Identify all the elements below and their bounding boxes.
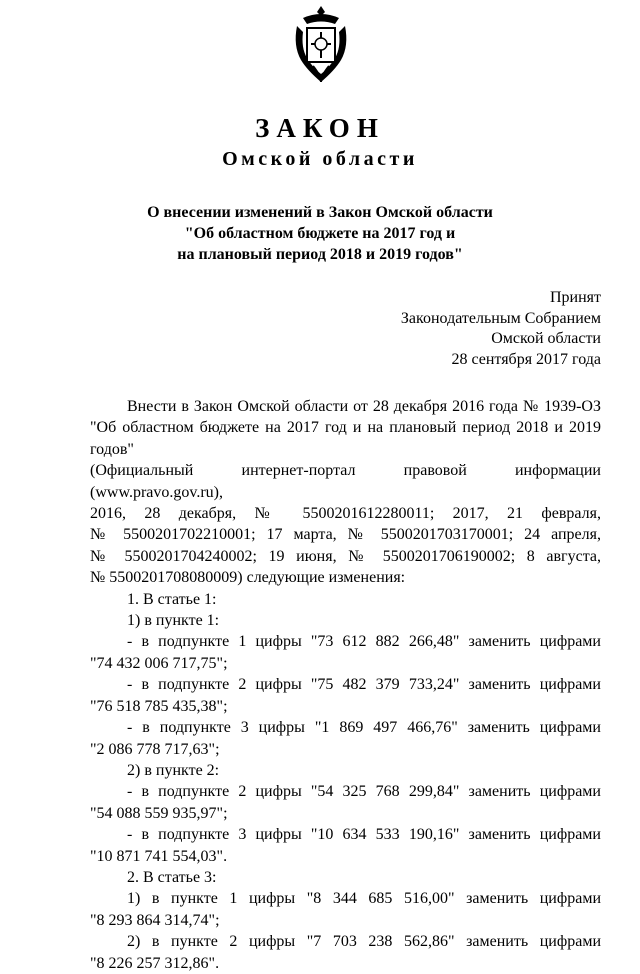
body-line: Внести в Закон Омской области от 28 декабря 2016 года № 1939-ОЗ: [127, 398, 601, 415]
body-line: 1. В статье 1:: [127, 590, 217, 608]
region-heading: Омской области: [222, 148, 418, 170]
adoption-block: [401, 288, 601, 370]
body-line: 1) в пункте 1 цифры "8 344 685 516,00" заменить цифрами: [127, 890, 601, 908]
body-line: (Официальный интернет-портал правовой информации (www.pravo.gov.ru),: [90, 462, 601, 501]
body-line: 2016, 28 декабря, № 5500201612280011; 2017, 21 февраля,: [90, 505, 601, 523]
adoption-line: Законодательным Собранием: [400, 309, 601, 327]
body-line: "10 871 741 554,03".: [90, 847, 228, 865]
adoption-line: Принят: [549, 289, 601, 306]
body-line: - в подпункте 2 цифры "54 325 768 299,84" заменить цифрами: [127, 783, 601, 801]
body-line: "8 293 864 314,74";: [90, 911, 220, 929]
coat-of-arms-emblem-icon: [293, 4, 349, 86]
title-line: О внесении изменений в Закон Омской области: [147, 204, 493, 221]
law-body: [90, 396, 601, 974]
document-type-heading: ЗАКОН: [255, 113, 385, 143]
law-title: [0, 202, 640, 265]
body-line: 2) в пункте 2 цифры "7 703 238 562,86" заменить цифрами: [127, 933, 601, 951]
adoption-line: Омской области: [491, 330, 601, 347]
body-line: "Об областном бюджете на 2017 год и на плановый период 2018 и 2019 годов": [90, 419, 601, 458]
body-line: "2 086 778 717,63";: [90, 740, 220, 758]
body-line: - в подпункте 2 цифры "75 482 379 733,24" заменить цифрами: [127, 676, 601, 694]
body-line: "74 432 006 717,75";: [90, 654, 228, 672]
body-line: 2. В статье 3:: [127, 868, 217, 886]
body-line: "54 088 559 935,97";: [90, 804, 228, 822]
body-line: 1) в пункте 1:: [127, 612, 220, 630]
title-line: "Об областном бюджете на 2017 год и: [184, 225, 456, 242]
body-line: № 5500201704240002; 19 июня, № 5500201706190002; 8 августа,: [90, 547, 601, 565]
body-line: - в подпункте 3 цифры "1 869 497 466,76" заменить цифрами: [127, 719, 601, 737]
body-line: "8 226 257 312,86".: [90, 954, 220, 972]
body-line: № 5500201702210001; 17 марта, № 5500201703170001; 24 апреля,: [90, 526, 601, 544]
body-line: - в подпункте 1 цифры "73 612 882 266,48" заменить цифрами: [127, 633, 601, 651]
title-line: на плановый период 2018 и 2019 годов": [177, 246, 463, 263]
body-line: - в подпункте 3 цифры "10 634 533 190,16" заменить цифрами: [127, 826, 601, 844]
body-line: № 5500201708080009) следующие изменения:: [90, 569, 406, 587]
adoption-date: 28 сентября 2017 года: [451, 350, 601, 368]
body-line: 2) в пункте 2:: [127, 761, 220, 779]
body-line: "76 518 785 435,38";: [90, 697, 228, 715]
